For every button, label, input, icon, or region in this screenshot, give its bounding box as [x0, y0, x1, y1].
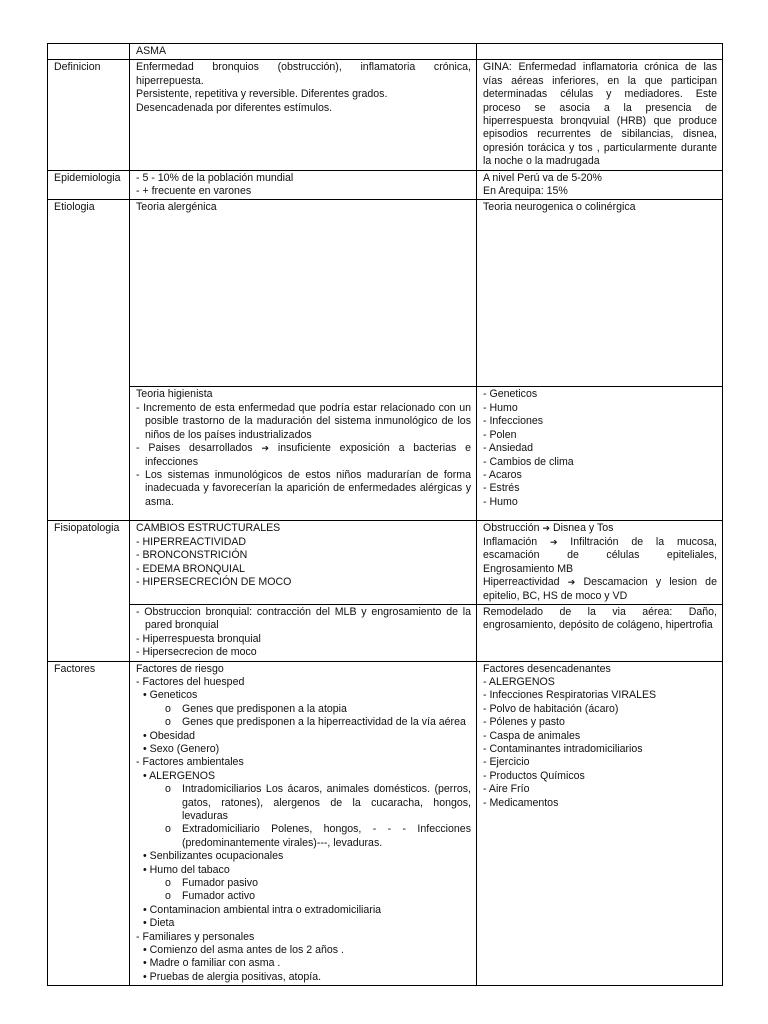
list-item: - Infecciones Respiratorias VIRALES [483, 689, 657, 702]
fisiopatologia-row-bottom [48, 604, 723, 661]
list-item: - Hipersecrecion de moco [136, 646, 257, 659]
list-item: - Medicamentos [483, 796, 559, 809]
list-item: - Ejercicio [483, 756, 530, 769]
definicion-right: GINA: Enfermedad inflamatoria crónica de las vías aéreas inferiores, en la que participan determinadas células y mediadores. Este proceso se asocia a la presencia de hiperrespuesta bronqvuial (HRB) que produce episodios recurrentes de sibilancias, disnea, opresión torácica y tos , particularmente durante la noche o la madrugada [477, 60, 723, 170]
list-item: Hiperreactividad ➔ Descamacion y lesion de epitelio, BC, HS de moco y VD [483, 576, 717, 602]
row-label: Definicion [48, 60, 130, 170]
list-item: - Obstruccion bronquial: contracción del MLB y engrosamiento de la pared bronquial [136, 605, 471, 632]
subtitle: Factores de riesgo [136, 662, 224, 675]
bullet-item: • Sexo (Genero) [143, 742, 220, 755]
etiologia-left-bottom [130, 387, 477, 521]
arrow-right-icon: ➔ [549, 536, 558, 547]
header-title: ASMA [130, 44, 477, 60]
definicion-row [48, 60, 723, 170]
etiologia-row-bottom [48, 387, 723, 521]
factores-row [48, 661, 723, 986]
list-item: - Humo [483, 495, 518, 508]
asma-table [47, 43, 723, 986]
fisiopatologia-right-bottom: Remodelado de la via aérea: Daño, engrosamiento, depósito de colágeno, hipertrofia [477, 604, 723, 661]
sub-item: o Genes que predisponen a la atopia [165, 702, 347, 715]
list-item: - Polvo de habitación (ácaro) [483, 702, 619, 715]
sub-item: o Fumador activo [165, 890, 256, 903]
list-item: - ALERGENOS [483, 675, 555, 688]
list-item: - BRONCONSTRICIÓN [136, 549, 248, 562]
subtitle: Teoria higienista [136, 388, 213, 401]
row-label: Epidemiologia [48, 170, 130, 200]
list-item: - Incremento de esta enfermedad que podría estar relacionado con un posible trastorno de la maduración del sistema inmunológico de los niños de los países industrializados [136, 401, 471, 441]
epidemiologia-row [48, 170, 723, 200]
bullet-item: • Contaminacion ambiental intra o extradomiciliaria [143, 903, 382, 916]
list-item: - Estrés [483, 482, 520, 495]
bullet-item: • Humo del tabaco [143, 863, 230, 876]
etiologia-right-bottom [477, 387, 723, 521]
sub-item: o Fumador pasivo [165, 877, 258, 890]
list-item: - Caspa de animales [483, 729, 581, 742]
list-item: Inflamación ➔ Infiltración de la mucosa, escamación de células epiteliales, Engrosamiento MB [483, 535, 717, 575]
sub-item: o Intradomiciliarios Los ácaros, animales domésticos. (perros, gatos, ratones), alergenos de la cucaracha, hongos, levaduras [165, 783, 471, 822]
arrow-right-icon: ➔ [542, 523, 551, 534]
list-item: - Contaminantes intradomiciliarios [483, 742, 643, 755]
section-title: - Factores del huesped [136, 675, 245, 688]
definicion-left [130, 60, 477, 170]
fisiopatologia-row-top [48, 521, 723, 604]
list-item: - Polen [483, 428, 517, 441]
etiologia-right-top: Teoria neurogenica o colinérgica [477, 200, 723, 387]
header-empty-cell [48, 44, 130, 60]
bullet-item: • Dieta [143, 917, 175, 930]
list-item: - Humo [483, 401, 518, 414]
bullet-item: • Pruebas de alergia positivas, atopía. [143, 970, 322, 983]
list-item: - Acaros [483, 468, 522, 481]
list-item: - Productos Químicos [483, 769, 585, 782]
list-item: - Hiperrespuesta bronquial [136, 632, 261, 645]
row-label: Factores [48, 661, 130, 986]
text-line: - 5 - 10% de la población mundial [136, 171, 294, 184]
arrow-right-icon: ➔ [567, 577, 576, 588]
list-item: Obstrucción ➔ Disnea y Tos [483, 522, 614, 535]
text-line: En Arequipa: 15% [483, 185, 568, 198]
list-item: - Infecciones [483, 415, 544, 428]
list-item: - EDEMA BRONQUIAL [136, 562, 245, 575]
list-item: - Los sistemas inmunológicos de estos niños madurarían de forma inadecuada y favorecerían la aparición de enfermedades alérgicas y asma. [136, 468, 471, 508]
sub-item: o Genes que predisponen a la hiperreactividad de la vía aérea [165, 716, 466, 729]
epidemiologia-left [130, 170, 477, 200]
list-item: - HIPERSECRECIÓN DE MOCO [136, 576, 292, 589]
etiologia-row-top [48, 200, 723, 387]
bullet-item: • Geneticos [143, 689, 198, 702]
subtitle: CAMBIOS ESTRUCTURALES [136, 522, 281, 535]
text-line: Desencadenada por diferentes estímulos. [136, 101, 333, 114]
etiologia-left-top: Teoria alergénica [130, 200, 477, 387]
list-item: - Aire Frío [483, 783, 530, 796]
bullet-item: • ALERGENOS [143, 769, 216, 782]
factores-left [130, 661, 477, 986]
row-label: Etiologia [48, 200, 130, 521]
header-empty-cell-right [477, 44, 723, 60]
bullet-item: • Comienzo del asma antes de los 2 años . [143, 944, 344, 957]
epidemiologia-right [477, 170, 723, 200]
text-line: Persistente, repetitiva y reversible. Diferentes grados. [136, 88, 388, 101]
text-line: A nivel Perú va de 5-20% [483, 171, 602, 184]
list-item: - Cambios de clima [483, 455, 574, 468]
fisiopatologia-right-top [477, 521, 723, 604]
bullet-item: • Obesidad [143, 729, 196, 742]
fisiopatologia-left-top [130, 521, 477, 604]
sub-item: o Extradomiciliario Polenes, hongos, - - - Infecciones (predominantemente virales)---, levaduras. [165, 823, 471, 849]
row-label: Fisiopatologia [48, 521, 130, 661]
bullet-item: • Senbilizantes ocupacionales [143, 850, 284, 863]
list-item: - Pólenes y pasto [483, 716, 565, 729]
fisiopatologia-left-bottom [130, 604, 477, 661]
factores-right [477, 661, 723, 986]
section-title: - Factores ambientales [136, 756, 244, 769]
list-item: - Paises desarrollados ➔ insuficiente exposición a bacterias e infecciones [136, 442, 471, 468]
text-line: Enfermedad bronquios (obstrucción), inflamatoria crónica, hiperrepuesta. [136, 61, 471, 87]
bullet-item: • Madre o familiar con asma . [143, 957, 281, 970]
subtitle: Factores desencadenantes [483, 662, 611, 675]
header-row [48, 44, 723, 60]
arrow-right-icon: ➔ [261, 443, 269, 454]
text-line: - + frecuente en varones [136, 185, 252, 198]
list-item: - HIPERREACTIVIDAD [136, 535, 247, 548]
list-item: - Geneticos [483, 388, 538, 401]
section-title: - Familiares y personales [136, 930, 255, 943]
list-item: - Ansiedad [483, 442, 534, 455]
